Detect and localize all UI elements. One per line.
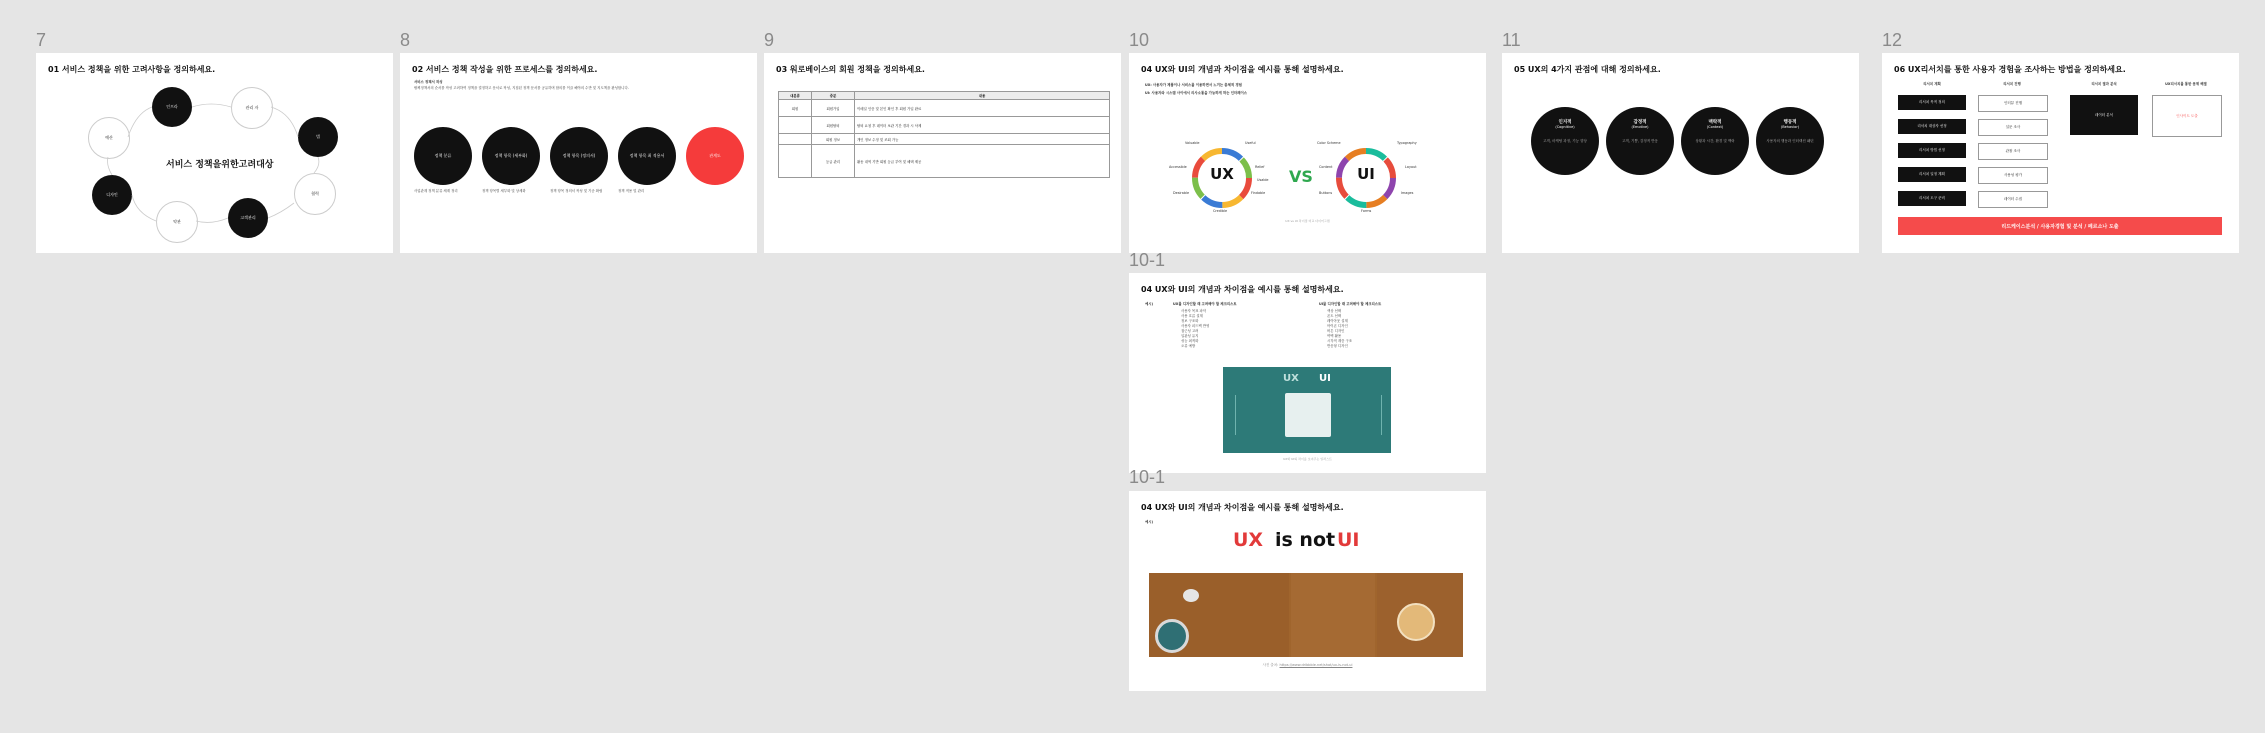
node-5[interactable]: 고객관리 [228, 198, 268, 238]
circle-desc: 사용자의 행동과 인터랙션 패턴 [1766, 139, 1814, 143]
checklist-item: 성능 최적화 [1181, 339, 1199, 343]
ui-checklist-head: UI를 디자인할 때 고려해야 할 체크리스트 [1319, 302, 1382, 306]
table-cell: 개인 정보 수정 및 조회 가능 [855, 134, 1110, 145]
ui-attr: Images [1401, 191, 1414, 195]
table-cell: 활동 내역 기반 회원 등급 부여 및 혜택 제공 [855, 145, 1110, 178]
ux-attr: Desirable [1173, 191, 1190, 195]
center-label: 서비스 정책을위한고려대상 [166, 160, 274, 170]
ui-label: UI [1357, 165, 1375, 183]
solution-box[interactable]: 인사이트 도출 [2152, 95, 2222, 137]
ui-attr: Typography [1397, 141, 1417, 145]
example-label: 예시) [1145, 302, 1154, 306]
step-1[interactable]: 정책 분류 [414, 127, 472, 185]
step-desc: 정책 항목 정의서 작성 및 기준 확립 [550, 189, 603, 193]
frame-number: 8 [400, 30, 411, 50]
node-2[interactable]: 관리 자 [231, 87, 273, 129]
step-desc: 사업관계 정책 분류 체계 정리 [414, 189, 458, 193]
col-head: 리서치 진행 [2003, 82, 2021, 86]
col-head: 리서치 계획 [1923, 82, 1941, 86]
table-cell [779, 145, 812, 178]
table-cell [779, 117, 812, 134]
frame-title: 05 UX의 4가지 관점에 대해 정의하세요. [1514, 65, 1661, 74]
frame-10[interactable] [1129, 53, 1486, 253]
circle-title: 인지적 [1558, 120, 1572, 125]
table-cell: 회원탈퇴 [812, 117, 855, 134]
frame-10-1-b[interactable] [1129, 491, 1486, 691]
checklist-item: 사용자 목표 파악 [1181, 309, 1207, 313]
illustration-screen [1285, 393, 1331, 437]
circle-sub: (Behavior) [1780, 125, 1800, 129]
ux-attr: Useful [1245, 141, 1256, 145]
checklist-item: 사용자 피드백 반영 [1181, 324, 1210, 328]
frame-number: 9 [764, 30, 775, 50]
node-1[interactable]: 인프라 [152, 87, 192, 127]
checklist-item: 폰트 선택 [1327, 314, 1342, 318]
frame-title: 06 UX리서치를 통한 사용자 경험을 조사하는 방법을 정의하세요. [1894, 65, 2126, 74]
circle-title: 행동적 [1783, 120, 1797, 125]
ui-attr: Content [1319, 165, 1333, 169]
table-header: 내용 [855, 92, 1110, 100]
frame-12[interactable] [1882, 53, 2239, 253]
plan-box[interactable]: 리서치 일정 계획 [1898, 167, 1966, 182]
frame-9[interactable] [764, 53, 1121, 253]
bowl-image [1397, 603, 1435, 641]
table-row [779, 145, 1110, 178]
node-3[interactable]: 법 [298, 117, 338, 157]
ui-word: UI [1337, 529, 1360, 551]
frame-10-1-a[interactable] [1129, 273, 1486, 473]
table-cell [779, 134, 812, 145]
photo-panel-2 [1291, 573, 1375, 657]
table-cell: 탈퇴 요청 후 데이터 보관 기간 경과 시 삭제 [855, 117, 1110, 134]
frame-number: 12 [1882, 30, 1903, 50]
step-2[interactable]: 정책 항목 (세부화) [482, 127, 540, 185]
perspective-circle[interactable] [1531, 107, 1599, 175]
frame-title: 04 UX와 UI의 개념과 차이점을 예시를 통해 설명하세요. [1141, 285, 1344, 294]
definition-line: UI: 사용자와 시스템 사이에서 의사소통을 가능하게 하는 인터페이스 [1145, 91, 1248, 95]
sub-desc: 팔찌정책서의 순서를 작성 고려하여 정책을 결정하고 문서로 작성, 지침된 정책 문서를 공유하며 합의를 이끌 해야의 수반 및 지도책을 완성합니다. [414, 86, 629, 90]
illustration-right-icons [1341, 395, 1382, 435]
frame-7[interactable] [36, 53, 393, 253]
node-connectors [36, 53, 393, 253]
ui-attr: Color Scheme [1317, 141, 1341, 145]
table-cell: 회원 [779, 100, 812, 117]
ux-attr: Valuable [1185, 141, 1200, 145]
table-cell: 회원가입 [812, 100, 855, 117]
frame-title: 01 서비스 정책을 위한 고려사항을 정의하세요. [48, 65, 216, 74]
frame-title: 04 UX와 UI의 개념과 차이점을 예시를 통해 설명하세요. [1141, 65, 1344, 74]
col-head: 리서치 결과 분석 [2091, 82, 2117, 86]
frame-number: 10-1 [1129, 250, 1166, 270]
step-desc: 정책 적용 및 관리 [618, 189, 645, 193]
is-not-word: is not [1275, 529, 1336, 551]
node-8[interactable]: 예산 [88, 117, 130, 159]
policy-table [778, 91, 1110, 178]
step-4[interactable]: 정책 항목 최 적용서 [618, 127, 676, 185]
table-row [779, 100, 1110, 117]
progress-box[interactable]: 데이터 수집 [1978, 191, 2048, 208]
ux-attr: Credible [1213, 209, 1228, 213]
circle-sub: (Context) [1706, 125, 1724, 129]
plan-box[interactable]: 리서치 방법 선정 [1898, 143, 1966, 158]
perspective-circle[interactable] [1606, 107, 1674, 175]
circle-sub: (Cognitive) [1555, 125, 1575, 129]
caption: UX와 UI의 차이를 보여주는 일러스트 [1283, 457, 1332, 461]
progress-box[interactable]: 관찰 조사 [1978, 143, 2048, 160]
ui-attr: Forms [1361, 209, 1372, 213]
ux-checklist-head: UX를 디자인할 때 고려해야 할 체크리스트 [1173, 302, 1237, 306]
frame-number: 10-1 [1129, 467, 1166, 487]
plan-box[interactable]: 리서치 대상자 선정 [1898, 119, 1966, 134]
table-cell: 이메일 인증 및 본인 확인 후 회원 가입 완료 [855, 100, 1110, 117]
perspective-circle[interactable] [1756, 107, 1824, 175]
plan-box[interactable]: 리서치 도구 준비 [1898, 191, 1966, 206]
illustration-ux: UX [1283, 373, 1299, 384]
source-link[interactable]: https://www.dribbble.net/shot/ux-is-not-ui [1279, 663, 1353, 667]
checklist-item: 사용 흐름 설계 [1181, 314, 1203, 318]
frame-8[interactable] [400, 53, 757, 253]
step-5[interactable]: 관계도 [686, 127, 744, 185]
vs-label: VS [1289, 167, 1313, 186]
node-6[interactable]: 약관 [156, 201, 198, 243]
checklist-item: 접근성 고려 [1181, 329, 1199, 333]
progress-box[interactable]: 사용성 평가 [1978, 167, 2048, 184]
summary-banner[interactable]: 리드케이스분석 / 사용자경험 및 분석 / 페르소나 도출 [1898, 217, 2222, 235]
plan-box[interactable]: 리서치 목적 정의 [1898, 95, 1966, 110]
checklist-item: 시각적 계층 구조 [1327, 339, 1353, 343]
caption: UX vs UI 차이점 비교 다이어그램 [1285, 219, 1330, 223]
table-row [779, 117, 1110, 134]
illustration-left-icons [1235, 395, 1276, 435]
table-header: 중분 [812, 92, 855, 100]
photo-source [1129, 663, 1486, 668]
ux-attr: Accessible [1169, 165, 1187, 169]
step-desc: 정책 항목별 세부화 및 상세화 [482, 189, 526, 193]
illustration-ui: UI [1319, 373, 1331, 384]
sub-title: 서비스 정책서 작성 [414, 80, 443, 84]
frame-11[interactable] [1502, 53, 1859, 253]
ux-word: UX [1233, 529, 1264, 551]
analysis-box[interactable]: 데이터 분석 [2070, 95, 2138, 135]
node-4[interactable]: 협력 [294, 173, 336, 215]
ux-attr: Relief [1255, 165, 1265, 169]
circle-title: 맥락적 [1708, 120, 1722, 125]
frame-number: 7 [36, 30, 47, 50]
checklist-item: 여백 활용 [1327, 334, 1342, 338]
cup-image [1155, 619, 1189, 653]
node-7[interactable]: 디자인 [92, 175, 132, 215]
ui-attr: Layout [1405, 165, 1417, 169]
frame-title: 04 UX와 UI의 개념과 차이점을 예시를 통해 설명하세요. [1141, 503, 1344, 512]
frame-title: 03 워로베이스의 회원 정책을 정의하세요. [776, 65, 925, 74]
step-3[interactable]: 정책 항목 (정의서) [550, 127, 608, 185]
checklist-item: 레이아웃 설계 [1327, 319, 1348, 323]
progress-box[interactable]: 설문 조사 [1978, 119, 2048, 136]
checklist-item: 일관성 유지 [1181, 334, 1199, 338]
checklist-item: 반응형 디자인 [1327, 344, 1348, 348]
ux-ui-illustration [1223, 367, 1391, 453]
checklist-item: 아이콘 디자인 [1327, 324, 1348, 328]
table-cell: 회원 정보 [812, 134, 855, 145]
ux-label: UX [1210, 165, 1234, 183]
source-prefix: 사진 출처: [1262, 663, 1279, 667]
ui-attr: Buttons [1319, 191, 1333, 195]
example-label: 예시) [1145, 520, 1154, 524]
frame-number: 10 [1129, 30, 1150, 50]
ux-attr: Findable [1251, 191, 1266, 195]
progress-box[interactable]: 인터뷰 진행 [1978, 95, 2048, 112]
definition-line: UX: 사용자가 제품이나 서비스를 이용하면서 느끼는 총체적 경험 [1145, 83, 1242, 87]
frame-number: 11 [1502, 30, 1521, 50]
checklist-item: 버튼 디자인 [1327, 329, 1345, 333]
circle-desc: 고객, 마케팅 과정, 기능 향상 [1543, 139, 1587, 143]
table-header: 대분류 [779, 92, 812, 100]
circle-sub: (Emotive) [1631, 125, 1649, 129]
circle-desc: 상황과 시간, 환경 및 맥락 [1695, 139, 1735, 143]
frame-title: 02 서비스 정책 작성을 위한 프로세스를 정의하세요. [412, 65, 598, 74]
table-row [779, 134, 1110, 145]
teapot-image [1183, 589, 1199, 602]
table-cell: 등급 관리 [812, 145, 855, 178]
photo-strip [1149, 573, 1463, 657]
checklist-item: 정보 구조화 [1181, 319, 1199, 323]
perspective-circle[interactable] [1681, 107, 1749, 175]
ux-attr: Usable [1257, 178, 1269, 182]
checklist-item: 오류 예방 [1181, 344, 1196, 348]
circle-title: 감정적 [1633, 120, 1647, 125]
col-head: UX리서치를 통한 문제 해결 [2165, 82, 2207, 86]
circle-desc: 고객, 기쁨, 감정적 반응 [1622, 139, 1658, 143]
checklist-item: 색상 선택 [1327, 309, 1342, 313]
